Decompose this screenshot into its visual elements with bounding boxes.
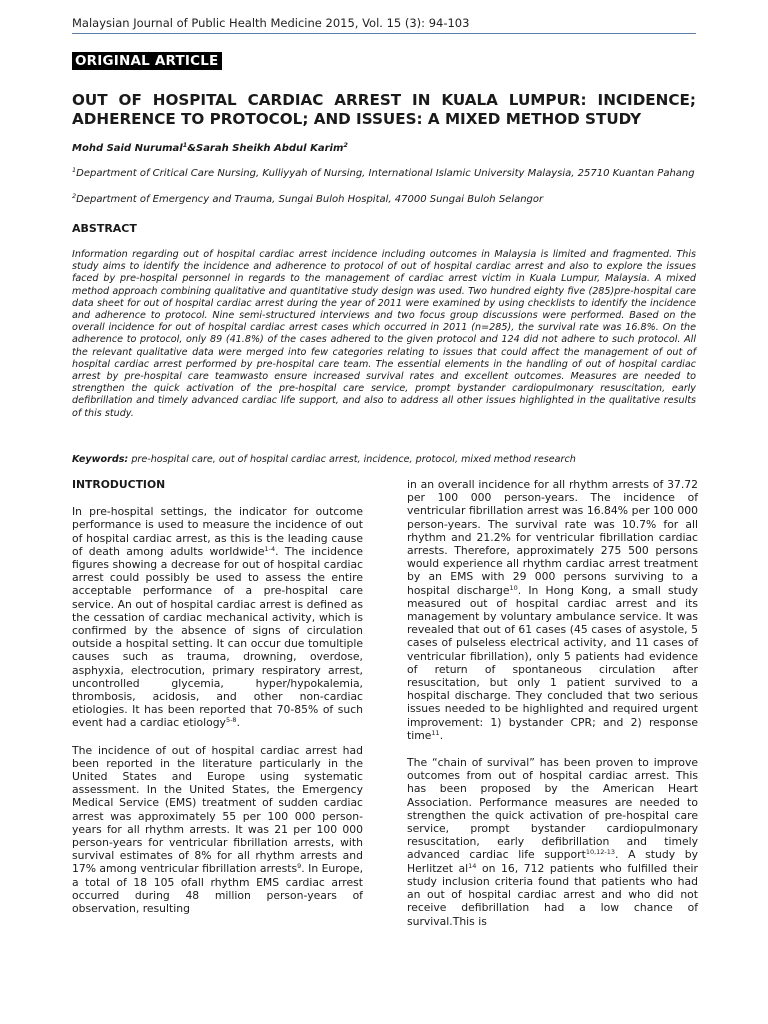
affiliation-marker: 1	[72, 166, 77, 174]
journal-header: Malaysian Journal of Public Health Medicine 2015, Vol. 15 (3): 94-103	[72, 16, 470, 30]
paragraph-text: .	[236, 716, 241, 730]
author-name: &Sarah Sheikh Abdul Karim	[187, 143, 344, 154]
paragraph-text: . In Hong Kong, a small study measured out of hospital cardiac arrest and its management by voluntary ambulance service. It was revealed that out of 61 cases (45 cases of asystole, 5 cases of pulseless electrical activity, and 11 cases of ventricular fibrillation), only 5 patients had evidence of return of spontaneous circulation after resuscitation, but only 1 patient survived to a hospital discharge. They concluded that two serious issues needed to be highlighted and required urgent improvement: 1) bystander CPR; and 2) response time	[407, 583, 698, 742]
affiliation-text: Department of Emergency and Trauma, Sungai Buloh Hospital, 47000 Sungai Buloh Selangor	[76, 194, 544, 205]
abstract-body: Information regarding out of hospital cardiac arrest incidence including outcomes in Malaysia is limited and fragmented. This study aims to identify the incidence and adherence to protocol of out of hospital cardiac arrest and also to explore the issues faced by pre-hospital personnel in regards to the management of cardiac arrest victim in Kuala Lumpur, Malaysia. A mixed method approach combining qualitative and quantitative study design was used. Two hundred eighty five (285)pre-hospital care data sheet for out of hospital cardiac arrest during the year of 2011 were examined by using checklists to identify the incidence and adherence to protocol. Nine semi-structured interviews and two focus group discussions were performed. Based on the overall incidence for out of hospital cardiac arrest cases which occurred in 2011 (n=285), the survival rate was 16.8%. On the adherence to protocol, only 89 (41.8%) of the cases adhered to the given protocol and 124 did not adhere to such protocol. All the relevant qualitative data were merged into few categories relating to issues that could affect the management of out of hospital cardiac arrest performed by pre-hospital care team. The essential elements in the handling of out of hospital cardiac arrest by pre-hospital care teamwasto ensure increased survival rates and excellent outcomes. Measures are needed to strengthen the quick activation of the pre-hospital care service, prompt bystander cardiopulmonary resuscitation, early defibrillation and timely advanced cardiac life support, and also to address all other issues highlighted in the qualitative results of this study.	[72, 249, 696, 419]
body-paragraph	[407, 756, 698, 928]
citation: 10,12-13	[585, 848, 616, 857]
citation: 10	[509, 583, 518, 592]
citation: 11	[431, 728, 440, 737]
body-paragraph	[72, 744, 363, 916]
body-paragraph	[72, 505, 363, 729]
author-name: Mohd Said Nurumal	[72, 143, 183, 154]
citation: 9	[297, 862, 302, 871]
article-title: OUT OF HOSPITAL CARDIAC ARREST IN KUALA LUMPUR: INCIDENCE; ADHERENCE TO PROTOCOL; AND ISSUES: A MIXED METHOD STUDY	[72, 91, 696, 128]
keywords-label: Keywords:	[72, 454, 129, 465]
citation: 5-8	[225, 716, 237, 725]
affiliation-text: Department of Critical Care Nursing, Kulliyyah of Nursing, International Islamic University Malaysia, 25710 Kuantan Pahang	[76, 168, 695, 179]
right-column	[407, 478, 698, 928]
section-heading-introduction: INTRODUCTION	[72, 478, 166, 491]
left-column	[72, 478, 363, 915]
paragraph-text: in an overall incidence for all rhythm arrests of 37.72 per 100 000 person-years. The incidence of ventricular fibrillation arrest was 16.84% per 100 000 person-years. The survival rate was 10.7% for all rhythm and 21.2% for ventricular fibrillation cardiac arrests. Therefore, approximately 275 500 persons would experience all rhythm cardiac arrest treatment by an EMS with 29 000 persons surviving to a hospital discharge	[407, 478, 698, 597]
body-paragraph	[407, 478, 698, 742]
paragraph-text: The “chain of survival” has been proven to improve outcomes from out of hospital cardiac arrest. This has been proposed by the American Heart Association. Performance measures are needed to strengthen the quick activation of pre-hospital care service, prompt bystander cardiopulmonary resuscitation, early defibrillation and timely advanced cardiac life support	[407, 756, 698, 862]
paragraph-text: .	[439, 728, 444, 742]
header-divider	[72, 33, 696, 34]
affiliation-marker: 2	[72, 192, 77, 200]
paragraph-text: . In Europe, a total of 18 105 ofall rhythm EMS cardiac arrest occurred during 48 million person-years of observation, resulting	[72, 862, 364, 916]
paragraph-text: . A study by Herlitzet al	[407, 848, 698, 875]
affiliation-marker: 2	[343, 141, 348, 149]
author-list	[72, 143, 348, 154]
citation: 14	[468, 861, 477, 870]
paragraph-text: The incidence of out of hospital cardiac arrest had been reported in the literature particularly in the United States and Europe using systematic assessment. In the United States, the Emergency Medical Service (EMS) treatment of sudden cardiac arrest was approximately 55 per 100 000 person-years for all rhythm arrests. It was 21 per 100 000 person-years for ventricular fibrillation arrests, with survival estimates of 8% for all rhythm arrests and 17% among ventricular fibrillation arrests	[72, 743, 363, 876]
keywords-text: pre-hospital care, out of hospital cardiac arrest, incidence, protocol, mixed method research	[128, 454, 576, 465]
citation: 1-4	[264, 544, 276, 553]
affiliation-1	[72, 168, 696, 181]
affiliation-marker: 1	[182, 141, 188, 149]
paragraph-text: . The incidence figures showing a decrease for out of hospital cardiac arrest could possibly be used to assess the entire acceptable performance of a pre-hospital care service. An out of hospital cardiac arrest is defined as the cessation of cardiac mechanical activity, which is confirmed by the absence of signs of circulation outside a hospital setting. It can occur due tomultiple causes such as trauma, drowning, overdose, asphyxia, electrocution, primary respiratory arrest, uncontrolled glycemia, hyper/hypokalemia, thrombosis, acidosis, and other non-cardiac etiologies. It has been reported that 70-85% of such event had a cardiac etiology	[72, 544, 363, 730]
keywords	[72, 454, 696, 465]
abstract-heading: ABSTRACT	[72, 222, 137, 235]
affiliation-2	[72, 194, 696, 207]
paragraph-text: In pre-hospital settings, the indicator for outcome performance is used to measure the incidence of out of hospital cardiac arrest, as this is the leading cause of death among adults worldwide	[72, 505, 363, 558]
paragraph-text: on 16, 712 patients who fulfilled their study inclusion criteria found that patients who had an out of hospital cardiac arrest and who did not receive defibrillation had a low chance of survival.This is	[407, 861, 698, 928]
article-type-label: ORIGINAL ARTICLE	[72, 52, 222, 70]
